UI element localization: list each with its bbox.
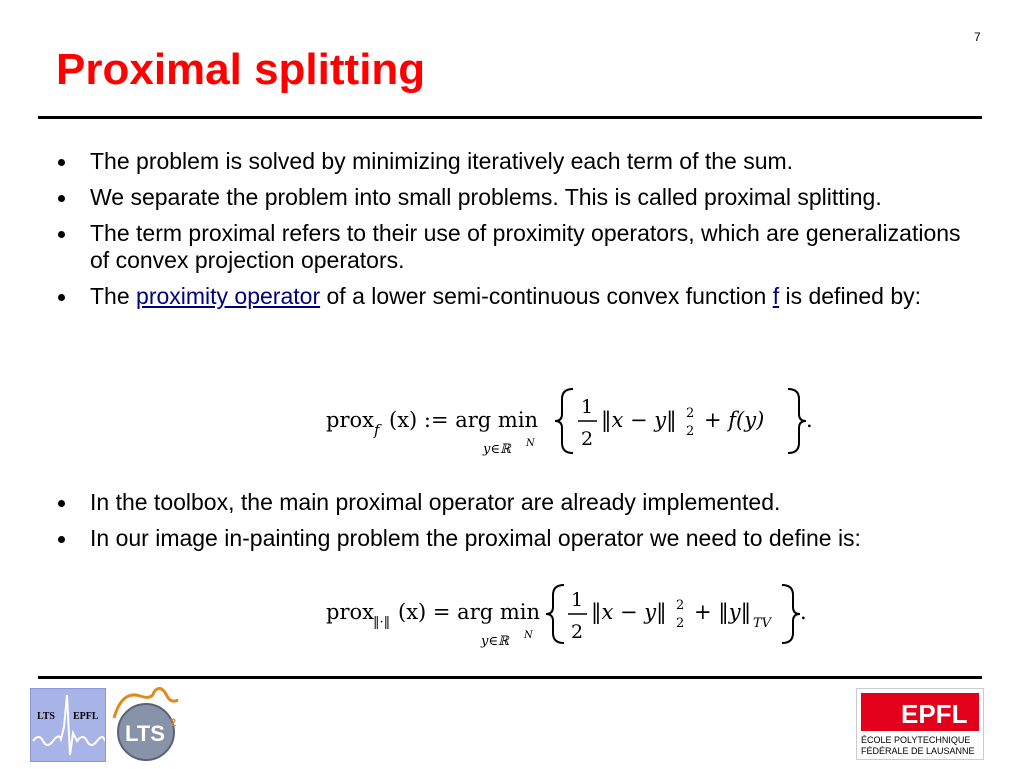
epfl-logo-text: EPFL — [901, 699, 968, 729]
bullet-list-top — [56, 148, 976, 310]
top-divider — [38, 116, 982, 119]
lts2-logo — [108, 684, 186, 764]
proximity-operator-link[interactable]: proximity operator — [136, 283, 321, 309]
formula-norm-sub: 2 — [676, 616, 685, 631]
lts-logo-left-text: LTS — [37, 711, 55, 722]
formula-prox-tv — [0, 583, 1023, 655]
bottom-divider — [38, 676, 982, 679]
bullet-text: The — [90, 283, 137, 309]
epfl-logo — [856, 688, 984, 760]
lts-logo-right-text: EPFL — [73, 711, 99, 722]
page-number: 7 — [974, 30, 981, 44]
formula-norm-sub: 2 — [686, 424, 695, 439]
formula-norm-sup: 2 — [686, 406, 695, 421]
formula-extra-sub: TV — [753, 616, 772, 631]
formula-norm: ‖x − y‖ — [591, 600, 667, 624]
formula-sub: f — [374, 421, 380, 439]
bullet-item — [56, 283, 976, 310]
fraction-denominator: 2 — [571, 621, 584, 643]
formula-domain: y∈ℝ — [483, 442, 511, 457]
lts2-logo-sup: 2 — [170, 717, 177, 729]
bullet-item: The term proximal refers to their use of proximity operators, which are generalizations of convex projection operators. — [56, 220, 976, 274]
formula-sub: ‖·‖ — [373, 615, 391, 630]
bullet-item: The problem is solved by minimizing iteratively each term of the sum. — [56, 148, 976, 175]
formula-prox: prox — [326, 600, 374, 624]
formula-lhs: (x) := arg min — [389, 408, 539, 432]
formula-prox: prox — [326, 408, 374, 432]
lts-logo — [30, 688, 106, 762]
formula-extra: + f(y) — [704, 408, 765, 432]
slide-title: Proximal splitting — [56, 45, 426, 94]
left-brace — [546, 585, 564, 643]
bullet-text: of a lower semi-continuous convex function — [320, 283, 773, 309]
formula-lhs: (x) = arg min — [398, 600, 541, 624]
left-brace — [555, 389, 573, 453]
bullet-item: We separate the problem into small problems. This is called proximal splitting. — [56, 184, 976, 211]
waveform-icon — [33, 695, 105, 755]
epfl-line-2: FÉDÉRALE DE LAUSANNE — [861, 746, 975, 756]
epfl-line-1: ÉCOLE POLYTECHNIQUE — [861, 735, 971, 745]
bullet-list-bottom — [56, 489, 976, 552]
bullet-item: In the toolbox, the main proximal operator are already implemented. — [56, 489, 976, 516]
formula-end: . — [806, 408, 813, 432]
formula-prox-f — [0, 385, 1023, 457]
formula-extra: + ‖y‖ — [694, 600, 752, 624]
formula-domain-sup: N — [524, 630, 533, 641]
right-brace — [782, 585, 800, 643]
formula-domain: y∈ℝ — [481, 634, 509, 649]
fraction-numerator: 1 — [581, 396, 594, 418]
bullet-text: is defined by: — [779, 283, 921, 309]
fraction-denominator: 2 — [581, 428, 594, 450]
formula-domain-sup: N — [526, 438, 535, 449]
function-f-link[interactable]: f — [772, 283, 780, 309]
formula-end: . — [800, 600, 807, 624]
lts2-logo-text: LTS — [125, 721, 165, 746]
right-brace — [788, 389, 806, 453]
fraction-numerator: 1 — [571, 589, 584, 611]
bullet-item: In our image in-painting problem the proximal operator we need to define is: — [56, 525, 976, 552]
formula-norm: ‖x − y‖ — [601, 408, 677, 432]
formula-norm-sup: 2 — [676, 598, 685, 613]
